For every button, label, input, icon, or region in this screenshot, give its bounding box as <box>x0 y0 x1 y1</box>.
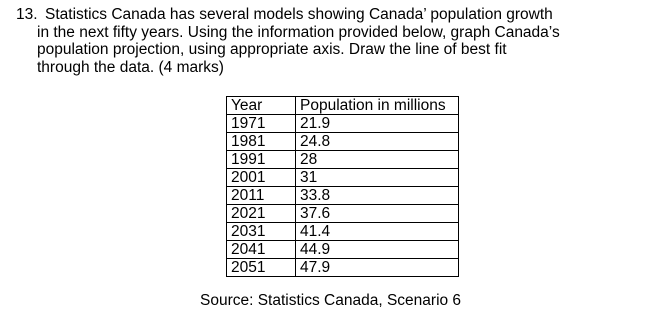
year-cell: 1991 <box>227 151 296 169</box>
question-number: 13. <box>16 6 38 23</box>
population-cell: 44.9 <box>296 241 459 259</box>
population-cell: 31 <box>296 169 459 187</box>
table-row <box>227 223 459 241</box>
population-cell: 47.9 <box>296 259 459 277</box>
year-cell: 1971 <box>227 115 296 133</box>
population-table <box>226 96 459 277</box>
header-year: Year <box>227 97 296 115</box>
header-population: Population in millions <box>296 97 459 115</box>
year-cell: 2041 <box>227 241 296 259</box>
question-text-line-3: population projection, using appropriate axis. Draw the line of best fit <box>37 41 507 58</box>
table-row <box>227 205 459 223</box>
table-row <box>227 115 459 133</box>
year-cell: 1981 <box>227 133 296 151</box>
year-cell: 2011 <box>227 187 296 205</box>
population-cell: 33.8 <box>296 187 459 205</box>
population-cell: 21.9 <box>296 115 459 133</box>
population-cell: 41.4 <box>296 223 459 241</box>
population-cell: 28 <box>296 151 459 169</box>
year-cell: 2031 <box>227 223 296 241</box>
population-cell: 37.6 <box>296 205 459 223</box>
table-row <box>227 169 459 187</box>
year-cell: 2051 <box>227 259 296 277</box>
question-line-1 <box>16 6 656 24</box>
year-cell: 2021 <box>227 205 296 223</box>
year-cell: 2001 <box>227 169 296 187</box>
table-header-row <box>227 97 459 115</box>
source-note: Source: Statistics Canada, Scenario 6 <box>200 292 462 309</box>
table-row <box>227 133 459 151</box>
question-text-line-1: Statistics Canada has several models showing Canada’ population growth <box>45 6 553 23</box>
table-row <box>227 187 459 205</box>
table-row <box>227 259 459 277</box>
population-cell: 24.8 <box>296 133 459 151</box>
question-13 <box>16 6 656 76</box>
question-text-line-2: in the next fifty years. Using the information provided below, graph Canada’s <box>37 23 560 41</box>
question-text-line-4: through the data. (4 marks) <box>37 58 224 76</box>
table-row <box>227 241 459 259</box>
table-row <box>227 151 459 169</box>
